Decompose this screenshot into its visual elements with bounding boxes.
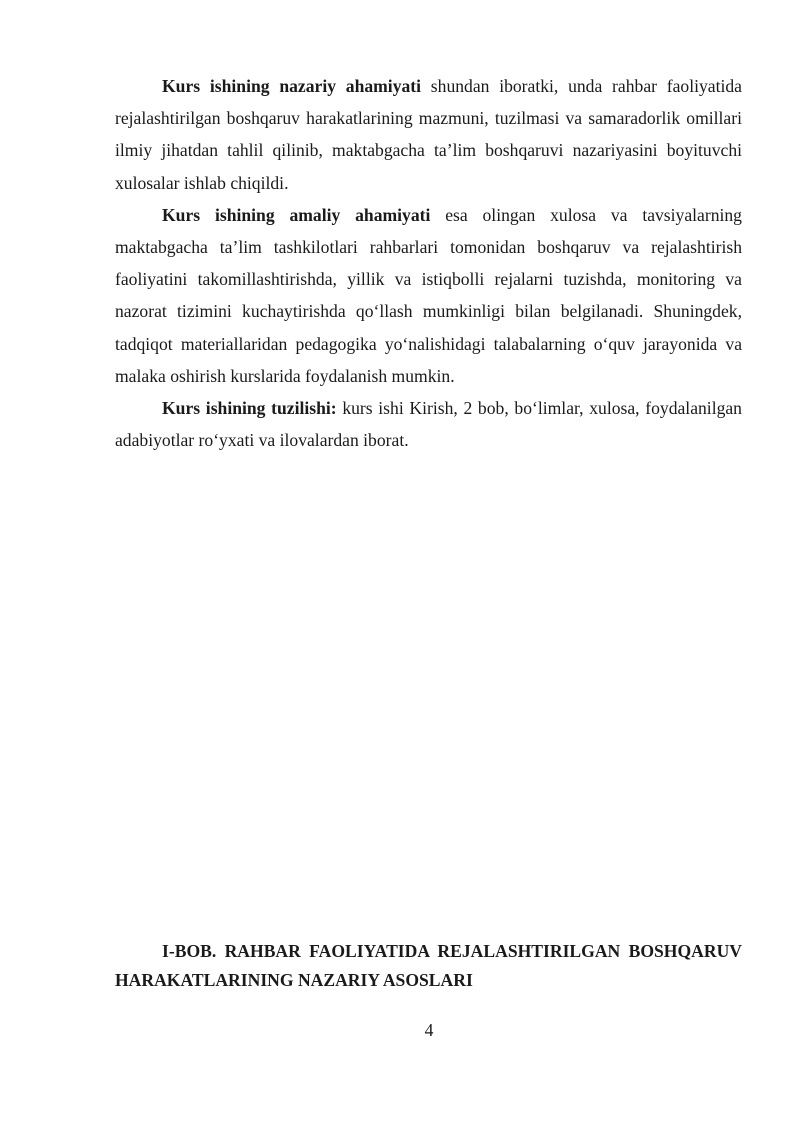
body-text (115, 70, 742, 456)
paragraph-body: kurs ishi Kirish, 2 bob, bo‘limlar, xulosa, foydalanilgan adabiyotlar ro‘yxati va ilovalardan iborat. (115, 398, 742, 451)
paragraph-theoretical-significance (115, 70, 742, 199)
chapter-heading: I-BOB. RAHBAR FAOLIYATIDA REJALASHTIRILGAN BOSHQARUV HARAKATLARINING NAZARIY ASOSLARI (115, 941, 742, 990)
paragraph-lead: Kurs ishining amaliy ahamiyati (162, 204, 431, 225)
page-number: 4 (424, 1020, 434, 1040)
paragraph-body: esa olingan xulosa va tavsiyalarning maktabgacha ta’lim tashkilotlari rahbarlari tomonidan boshqaruv va rejalashtirish faoliyatini takomillashtirishda, yillik va istiqbolli rejalarni tuzishda, monitoring va nazorat tizimini kuchaytirishda qo‘llash mumkinligi bilan belgilanadi. Shuningdek, tadqiqot materiallaridan pedagogika yo‘nalishidagi talabalarning o‘quv jarayonida va malaka oshirish kurslarida foydalanish mumkin. (115, 204, 742, 386)
paragraph-lead: Kurs ishining nazariy ahamiyati (162, 76, 422, 96)
paragraph-structure (115, 392, 742, 456)
paragraph-body: shundan iboratki, unda rahbar faoliyatida rejalashtirilgan boshqaruv harakatlarining mazmuni, tuzilmasi va samaradorlik omillari ilmiy jihatdan tahlil qilinib, maktabgacha ta’lim boshqaruvi nazariyasini boyituvchi xulosalar ishlab chiqildi. (115, 76, 742, 193)
paragraph-lead: Kurs ishining tuzilishi: (162, 398, 337, 419)
paragraph-practical-significance (115, 199, 742, 392)
